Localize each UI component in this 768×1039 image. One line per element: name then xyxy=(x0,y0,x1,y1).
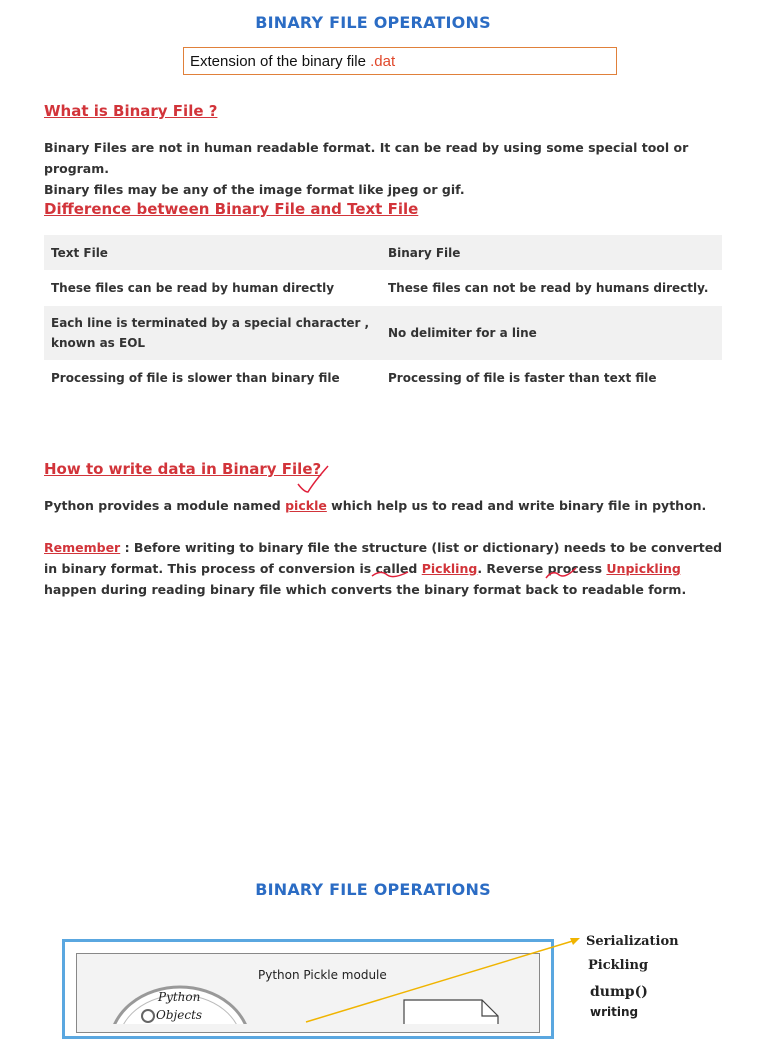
definition-line-1: Binary Files are not in human readable format. It can be read by using some special tool or program. xyxy=(44,140,689,176)
page-title-bottom: BINARY FILE OPERATIONS xyxy=(255,880,491,899)
unpickling-keyword: Unpickling xyxy=(606,561,681,576)
pickle-paragraph xyxy=(44,495,734,516)
table-cell: Processing of file is faster than text file xyxy=(388,371,657,385)
remember-text-1: : Before writing to binary file the structure (list or dictionary) needs to be converted in binary format. This process of conversion is called xyxy=(44,540,723,576)
heading-difference: Difference between Binary File and Text File xyxy=(44,200,419,218)
handwritten-tick-icon xyxy=(296,462,332,496)
objects-label: Objects xyxy=(156,1008,203,1022)
remember-text-2: . Reverse process xyxy=(477,561,607,576)
heading-how-to-write: How to write data in Binary File? xyxy=(44,460,322,478)
table-cell: These files can be read by human directly xyxy=(51,281,335,295)
pickle-keyword: pickle xyxy=(285,498,327,513)
writing-label: writing xyxy=(590,1005,639,1019)
remember-text-3: happen during reading binary file which converts the binary format back to readable form. xyxy=(44,582,687,597)
comparison-table xyxy=(44,235,722,396)
serialization-label: Serialization xyxy=(586,934,679,949)
dump-label: dump() xyxy=(590,984,648,1000)
table-header-text-file: Text File xyxy=(51,245,108,260)
python-label: Python xyxy=(158,990,201,1004)
table-cell: Processing of file is slower than binary file xyxy=(51,371,340,385)
table-header-row xyxy=(44,235,722,270)
pickling-keyword: Pickling xyxy=(421,561,478,576)
extension-value: .dat xyxy=(370,53,396,70)
pickle-text-after: which help us to read and write binary file in python. xyxy=(326,498,707,513)
definition-line-2: Binary files may be any of the image format like jpeg or gif. xyxy=(44,182,465,197)
handwritten-mark-icon xyxy=(544,566,578,582)
extension-text: Extension of the binary file xyxy=(190,53,371,70)
table-cell: These files can not be read by humans directly. xyxy=(388,281,709,295)
page-title: BINARY FILE OPERATIONS xyxy=(255,13,491,32)
handwritten-mark-icon xyxy=(370,568,410,582)
table-row xyxy=(44,270,722,306)
table-row xyxy=(44,360,722,396)
remember-label: Remember xyxy=(44,540,121,555)
table-header-binary-file: Binary File xyxy=(388,245,461,260)
heading-what-is-binary: What is Binary File ? xyxy=(44,102,218,120)
table-cell: No delimiter for a line xyxy=(388,326,537,340)
table-cell: Each line is terminated by a special character , known as EOL xyxy=(51,316,370,350)
binary-definition xyxy=(44,137,734,200)
pickle-module-label: Python Pickle module xyxy=(258,968,387,982)
table-row xyxy=(44,306,722,360)
pickling-label: Pickling xyxy=(588,958,649,973)
serialization-arrow-icon xyxy=(300,930,590,1024)
extension-box xyxy=(183,47,617,75)
pickle-text-before: Python provides a module named xyxy=(44,498,286,513)
